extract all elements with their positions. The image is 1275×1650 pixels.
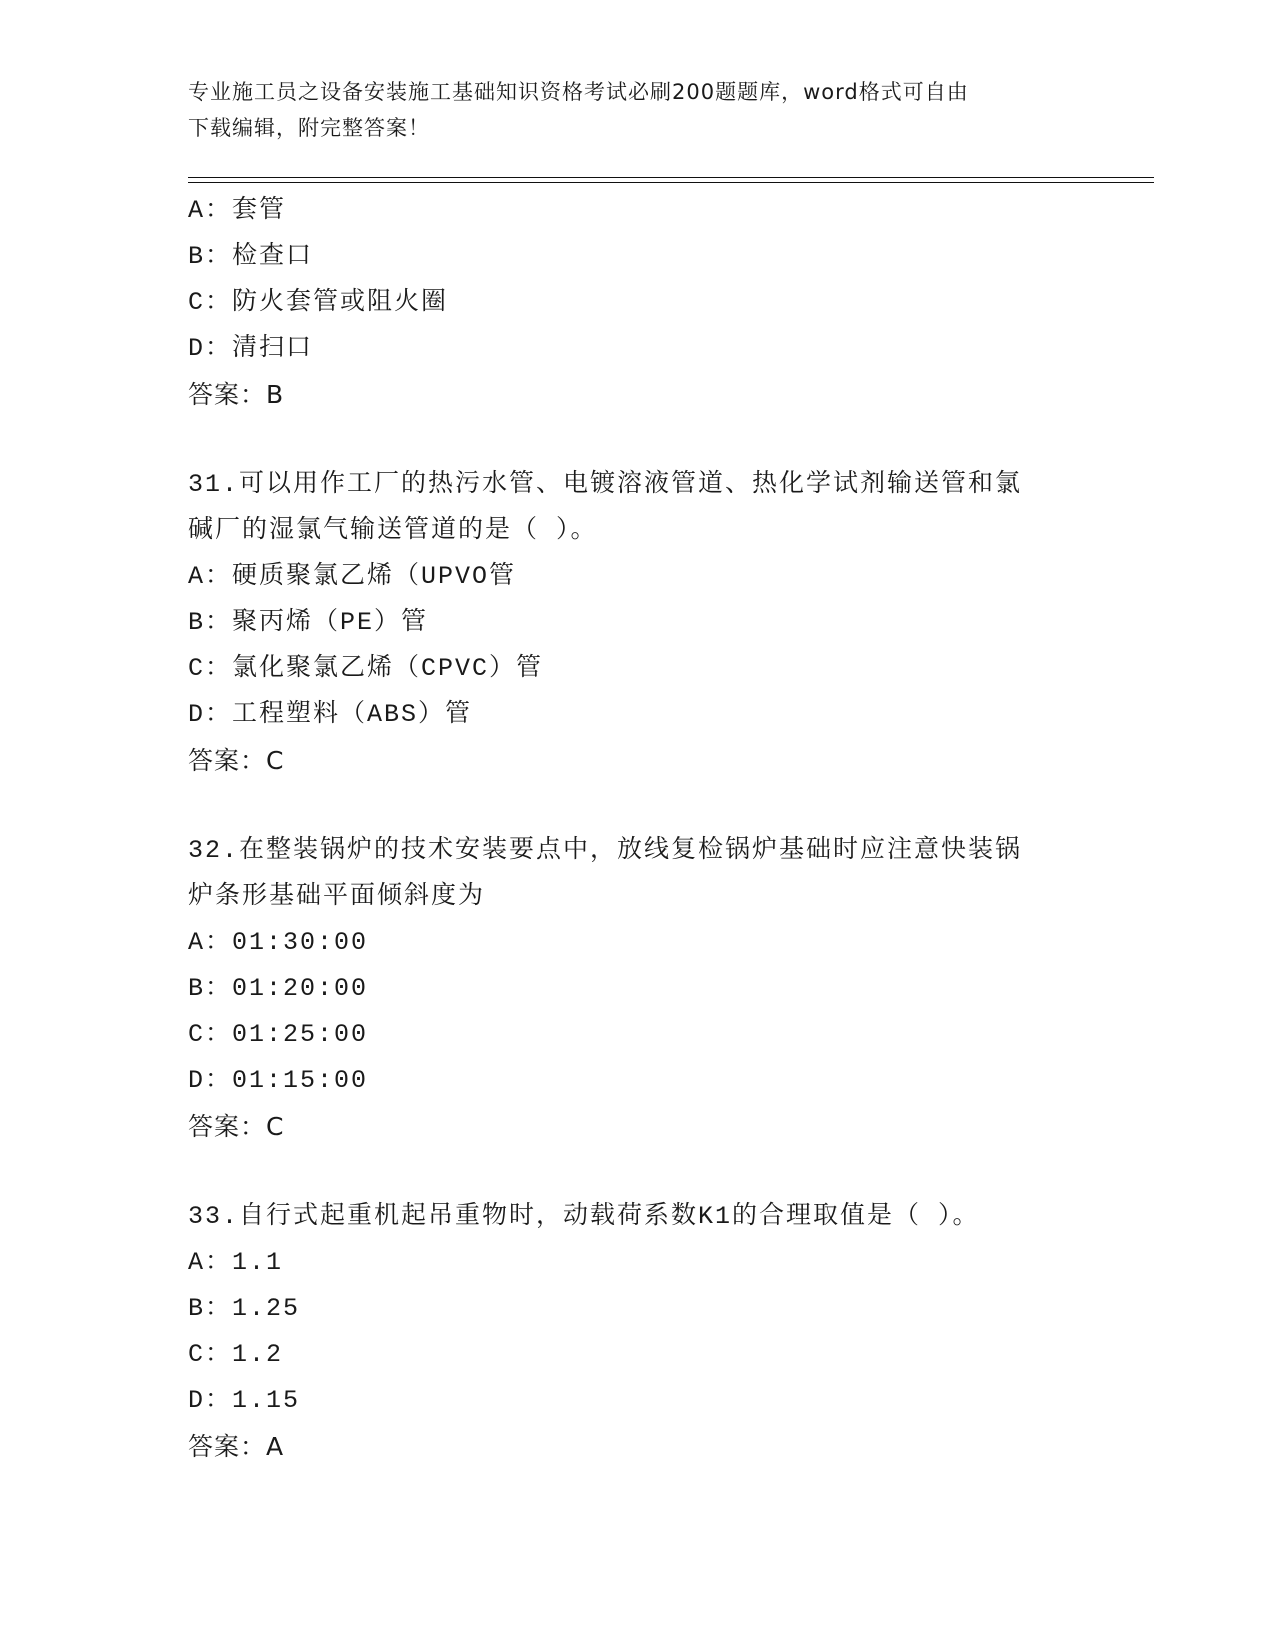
option-c: C：1.2: [188, 1340, 284, 1369]
header-divider-bottom: [188, 182, 1154, 183]
option-a: A：1.1: [188, 1248, 284, 1277]
option-a: A：套管: [188, 196, 287, 225]
answer: 答案：B: [188, 380, 285, 409]
question-31: [188, 462, 1108, 784]
option-d: D：01:15:00: [188, 1066, 369, 1095]
option-d: D：清扫口: [188, 334, 314, 363]
question-33: [188, 1194, 1108, 1470]
answer: 答案：C: [188, 1112, 285, 1141]
answer: 答案：A: [188, 1432, 285, 1461]
question-text-line-1: 33.自行式起重机起吊重物时，动载荷系数K1的合理取值是（ ）。: [188, 1202, 980, 1231]
question-text-line-2: 炉条形基础平面倾斜度为: [188, 882, 486, 911]
header-line-1: 专业施工员之设备安装施工基础知识资格考试必刷200题题库，word格式可自由: [188, 80, 969, 104]
document-header: [188, 74, 1088, 146]
question-list: [188, 188, 1108, 1470]
answer: 答案：C: [188, 746, 285, 775]
option-c: C：防火套管或阻火圈: [188, 288, 449, 317]
question-text-line-1: 32.在整装锅炉的技术安装要点中，放线复检锅炉基础时应注意快装锅: [188, 836, 1023, 865]
header-line-2: 下载编辑，附完整答案！: [188, 116, 430, 140]
option-b: B：检查口: [188, 242, 314, 271]
question-30: [188, 188, 1108, 418]
option-b: B：聚丙烯（PE）管: [188, 608, 429, 637]
header-divider-top: [188, 177, 1154, 178]
option-d: D：工程塑料（ABS）管: [188, 700, 473, 729]
question-32: [188, 828, 1108, 1150]
option-b: B：01:20:00: [188, 974, 369, 1003]
question-text-line-1: 31.可以用作工厂的热污水管、电镀溶液管道、热化学试剂输送管和氯: [188, 470, 1023, 499]
option-c: C：氯化聚氯乙烯（CPVC）管: [188, 654, 544, 683]
option-d: D：1.15: [188, 1386, 301, 1415]
option-c: C：01:25:00: [188, 1020, 369, 1049]
option-a: A：01:30:00: [188, 928, 369, 957]
option-b: B：1.25: [188, 1294, 301, 1323]
question-text-line-2: 碱厂的湿氯气输送管道的是（ ）。: [188, 516, 598, 545]
option-a: A：硬质聚氯乙烯（UPVO管: [188, 562, 517, 591]
